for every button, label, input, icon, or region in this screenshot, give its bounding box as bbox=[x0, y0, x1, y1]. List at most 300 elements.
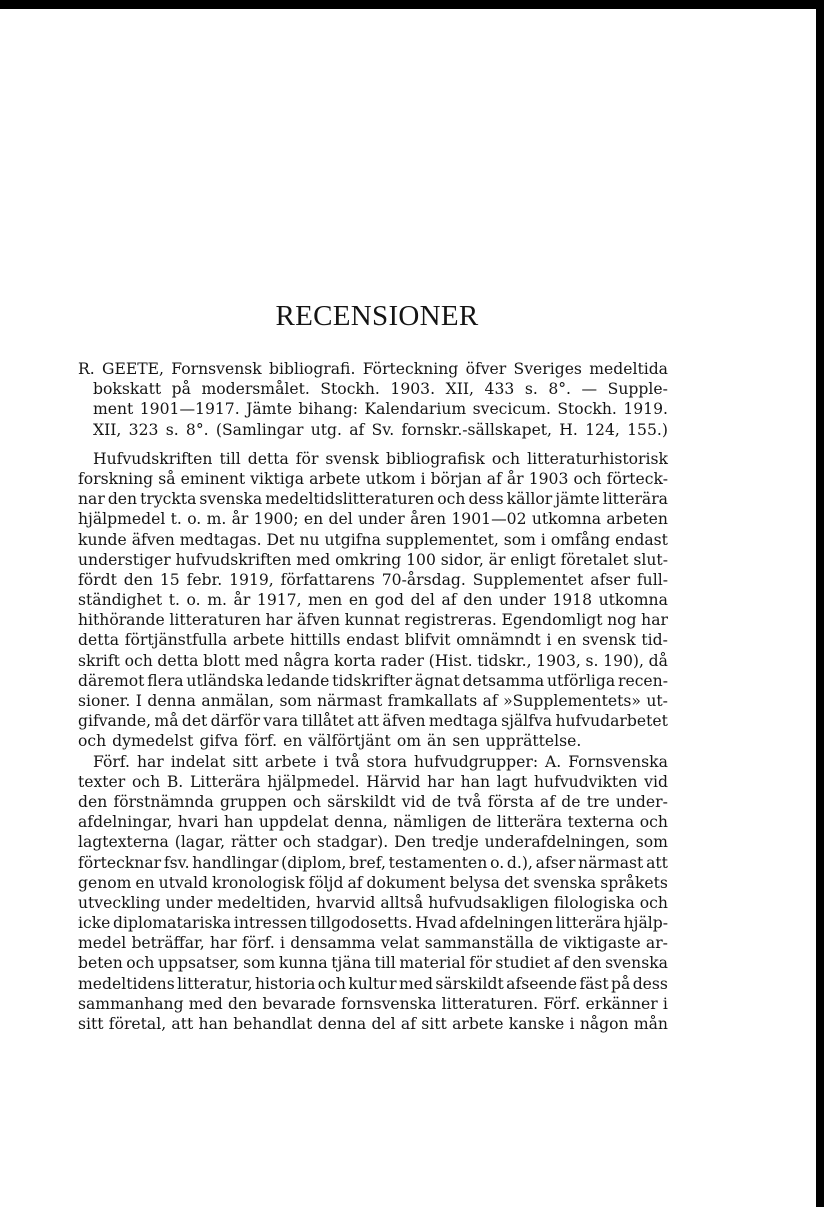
word: af bbox=[347, 873, 363, 892]
word: 1918 bbox=[552, 591, 593, 610]
word: s. bbox=[585, 651, 599, 670]
word: Hufvudskriften bbox=[93, 449, 213, 468]
citation-line bbox=[78, 420, 668, 440]
word: källor bbox=[506, 490, 553, 509]
word: hittills bbox=[290, 631, 341, 650]
text-line bbox=[78, 610, 668, 630]
text-line bbox=[78, 953, 668, 973]
word: 124, bbox=[585, 420, 620, 439]
word: m. bbox=[207, 591, 227, 610]
word: har bbox=[136, 752, 164, 771]
word: Förteckning bbox=[362, 360, 459, 378]
text-line bbox=[78, 893, 668, 913]
word: förteck- bbox=[606, 469, 668, 488]
word: 323 bbox=[128, 420, 159, 439]
word: fäst bbox=[579, 974, 609, 993]
word: viktiga bbox=[250, 469, 304, 488]
word: under bbox=[165, 893, 213, 912]
word: arbete bbox=[309, 469, 361, 488]
word: d.), bbox=[506, 853, 533, 872]
word: den bbox=[227, 994, 258, 1013]
word: omkring bbox=[335, 550, 402, 569]
word: en bbox=[135, 873, 155, 892]
word: i bbox=[569, 1015, 575, 1033]
word: rader bbox=[380, 651, 424, 670]
word: nu bbox=[299, 530, 320, 549]
word: 8°. bbox=[548, 380, 572, 399]
word: kanske bbox=[508, 1015, 565, 1033]
word: svenska bbox=[605, 954, 668, 973]
word: medtaga bbox=[428, 712, 498, 731]
word: svecicum. bbox=[472, 400, 551, 419]
word: välförtjänt bbox=[308, 732, 391, 751]
word: tryckta bbox=[140, 490, 197, 509]
word: att bbox=[357, 712, 380, 731]
word: sitt bbox=[232, 752, 258, 771]
word: kunde bbox=[78, 530, 127, 549]
word: litteraturhistorisk bbox=[527, 449, 668, 468]
word: denna bbox=[147, 692, 196, 710]
word: genom bbox=[78, 873, 132, 892]
word: sen bbox=[452, 732, 480, 751]
word: två bbox=[457, 792, 482, 811]
word: o. bbox=[187, 510, 202, 529]
word: svensk bbox=[325, 449, 379, 468]
word: särskildt bbox=[435, 974, 504, 993]
word: tredje bbox=[431, 833, 479, 852]
word: hufvudarbetet bbox=[555, 712, 668, 731]
word: äfven bbox=[296, 611, 341, 630]
word: I bbox=[135, 692, 142, 710]
word: god bbox=[374, 591, 405, 610]
word: och bbox=[437, 490, 466, 509]
text-line bbox=[78, 974, 668, 994]
word: blifvit bbox=[404, 631, 451, 650]
word: Fornsvensk bbox=[171, 360, 262, 378]
text-line bbox=[78, 530, 668, 550]
word: åren bbox=[410, 510, 447, 529]
word: hufvudsakligen bbox=[428, 893, 549, 912]
word: (Samlingar bbox=[215, 420, 304, 439]
word: (diplom, bbox=[281, 853, 347, 872]
word: utvald bbox=[158, 873, 209, 892]
word: utkomna bbox=[531, 510, 602, 529]
word: då bbox=[648, 651, 668, 670]
word: 1903 bbox=[528, 469, 569, 488]
text-line bbox=[78, 731, 668, 751]
word: litteraturen. bbox=[441, 994, 539, 1013]
word: arbete bbox=[264, 752, 317, 771]
word: särskildt bbox=[327, 792, 396, 811]
text-line bbox=[78, 550, 668, 570]
text-line bbox=[78, 449, 668, 469]
word: än bbox=[427, 732, 447, 751]
page-heading: RECENSIONER bbox=[275, 300, 479, 332]
word: endast bbox=[615, 530, 668, 549]
word: A. bbox=[545, 752, 562, 771]
word: medeltidens bbox=[78, 974, 175, 993]
word: m. bbox=[206, 510, 227, 529]
word: men bbox=[308, 591, 343, 610]
word: — bbox=[581, 380, 598, 399]
word: lagtexterna bbox=[78, 833, 169, 852]
word: Egendomligt bbox=[501, 611, 603, 630]
word: sidor, bbox=[440, 550, 484, 569]
word: år bbox=[506, 469, 524, 488]
text-line bbox=[78, 1014, 668, 1034]
word: Det bbox=[266, 530, 295, 549]
word: har bbox=[209, 934, 237, 953]
word: del bbox=[328, 510, 353, 529]
word: i bbox=[323, 752, 329, 771]
word: ledande bbox=[266, 671, 330, 690]
word: svenska bbox=[533, 873, 597, 892]
word: omnämndt bbox=[456, 631, 541, 650]
word: litteraturen bbox=[169, 611, 261, 630]
word: litterära bbox=[496, 813, 563, 832]
paragraph-1 bbox=[78, 449, 668, 752]
word: 433 bbox=[484, 380, 515, 399]
word: registreras. bbox=[404, 611, 497, 630]
word: en bbox=[557, 631, 577, 650]
citation-line bbox=[78, 359, 668, 379]
word: 1917, bbox=[256, 591, 302, 610]
word: uppdelat bbox=[258, 813, 329, 832]
word: hufvudskriften bbox=[175, 550, 292, 569]
word: svenska bbox=[199, 490, 263, 509]
word: en bbox=[303, 510, 324, 529]
word: bevarade bbox=[262, 994, 336, 1013]
word: medtagas. bbox=[179, 530, 262, 549]
word: korta bbox=[334, 651, 376, 670]
text-line bbox=[78, 994, 668, 1014]
text-line bbox=[78, 651, 668, 671]
word: svensk bbox=[582, 631, 636, 650]
word: af bbox=[553, 954, 569, 973]
word: en bbox=[348, 591, 369, 610]
text-line bbox=[78, 792, 668, 812]
word: hufvudvikten bbox=[533, 772, 638, 791]
word: år bbox=[233, 591, 251, 610]
text-line bbox=[78, 752, 668, 772]
word: tid- bbox=[641, 631, 668, 650]
word: handlingar bbox=[192, 853, 279, 872]
word: 100 bbox=[406, 550, 436, 569]
word: 1901—02 bbox=[451, 510, 527, 529]
word: dess bbox=[468, 490, 504, 509]
word: så bbox=[158, 469, 176, 488]
word: afdelningar, bbox=[78, 813, 173, 832]
word: modersmålet. bbox=[201, 380, 310, 399]
word: hjälp- bbox=[623, 914, 668, 933]
word: medeltiden, bbox=[217, 893, 311, 912]
word: utförliga bbox=[547, 671, 616, 690]
word: de bbox=[538, 934, 559, 953]
word: under- bbox=[615, 792, 668, 811]
word: belysa bbox=[449, 873, 500, 892]
word: medeltida bbox=[589, 360, 668, 378]
word: för bbox=[469, 954, 492, 973]
word: i bbox=[280, 934, 285, 953]
word: t. bbox=[168, 591, 180, 610]
word: litteratur, bbox=[177, 974, 253, 993]
word: alltså bbox=[380, 893, 424, 912]
word: s. bbox=[524, 380, 538, 399]
text-line bbox=[78, 469, 668, 489]
word: XII, bbox=[93, 420, 122, 439]
word: utkomna bbox=[598, 591, 668, 610]
word: febr. bbox=[186, 570, 223, 589]
word: och bbox=[491, 449, 521, 468]
word: velat bbox=[380, 934, 420, 953]
word: sammanställa bbox=[424, 934, 534, 953]
word: den bbox=[463, 591, 493, 610]
word: upprättelse. bbox=[485, 732, 582, 751]
word: af bbox=[486, 469, 502, 488]
word: de bbox=[561, 792, 581, 811]
word: några bbox=[283, 651, 330, 670]
word: hufvudgrupper: bbox=[414, 752, 539, 771]
word: dess bbox=[632, 974, 668, 993]
word: hvarvid bbox=[315, 893, 376, 912]
word: den bbox=[123, 570, 153, 589]
word: Fornsvenska bbox=[568, 752, 668, 771]
word: tjäna bbox=[331, 954, 371, 973]
word: H. bbox=[559, 420, 578, 439]
word: vara bbox=[263, 712, 299, 731]
text-line bbox=[78, 853, 668, 873]
word: afdelningen bbox=[459, 914, 554, 933]
word: någon bbox=[579, 1015, 629, 1033]
word: företalet bbox=[560, 550, 629, 569]
word: och bbox=[639, 813, 668, 832]
word: icke bbox=[78, 914, 111, 933]
word: gifva bbox=[199, 732, 239, 751]
word: hjälpmedel bbox=[78, 510, 166, 529]
word: bokskatt bbox=[93, 380, 162, 399]
word: Härvid bbox=[366, 772, 421, 791]
word: 1919, bbox=[229, 570, 274, 589]
word: stora bbox=[366, 752, 408, 771]
word: ment bbox=[93, 400, 134, 419]
text-line bbox=[78, 832, 668, 852]
word: sitt bbox=[421, 1015, 447, 1033]
word: arbeten bbox=[606, 510, 668, 529]
word: texter bbox=[78, 772, 126, 791]
word: fornsvenska bbox=[340, 994, 437, 1013]
scan-border-top bbox=[0, 0, 824, 9]
word: tidskr., bbox=[477, 651, 532, 670]
word: 1900; bbox=[253, 510, 299, 529]
word: detta bbox=[157, 651, 199, 670]
word: på bbox=[171, 380, 191, 399]
word: själfva bbox=[501, 712, 553, 731]
word: lagt bbox=[496, 772, 528, 791]
word: diplomatariska bbox=[113, 914, 232, 933]
word: utkom bbox=[365, 469, 416, 488]
word: fornskr.-sällskapet, bbox=[401, 420, 553, 439]
word: densamma bbox=[290, 934, 376, 953]
word: Supplementet bbox=[472, 570, 584, 589]
word: ständighet bbox=[78, 591, 163, 610]
word: (lagar, bbox=[174, 833, 226, 852]
word: utveckling bbox=[78, 893, 161, 912]
word: s. bbox=[165, 420, 179, 439]
word: sammanhang bbox=[78, 994, 184, 1013]
word: Stockh. bbox=[557, 400, 617, 419]
word: tillåtet bbox=[301, 712, 354, 731]
word: början bbox=[430, 469, 482, 488]
word: har bbox=[265, 611, 293, 630]
word: ägnat bbox=[414, 671, 460, 690]
word: flera bbox=[147, 671, 184, 690]
text-line bbox=[78, 691, 668, 711]
word: tre bbox=[586, 792, 610, 811]
word: behandlat bbox=[233, 1015, 313, 1033]
word: 1919. bbox=[623, 400, 668, 419]
word: beträffar, bbox=[131, 934, 205, 953]
word: detsamma bbox=[462, 671, 545, 690]
word: de bbox=[472, 813, 492, 832]
word: gifvande, bbox=[78, 712, 152, 731]
text-line bbox=[78, 509, 668, 529]
word: afser bbox=[535, 853, 576, 872]
word: den bbox=[78, 792, 108, 811]
word: studiet bbox=[495, 954, 551, 973]
word: anmälan, bbox=[201, 692, 275, 710]
word: i bbox=[420, 469, 426, 488]
word: 8°. bbox=[185, 420, 209, 439]
word: medeltidslitteraturen bbox=[265, 490, 435, 509]
text-line bbox=[78, 873, 668, 893]
word: XII, bbox=[445, 380, 474, 399]
word: af bbox=[349, 420, 365, 439]
word: uppsatser, bbox=[158, 954, 240, 973]
word: Stockh. bbox=[320, 380, 380, 399]
word: fsv. bbox=[163, 853, 190, 872]
word: sioner. bbox=[78, 692, 131, 710]
word: 15 bbox=[159, 570, 180, 589]
word: afseende bbox=[506, 974, 577, 993]
word: och bbox=[126, 954, 155, 973]
word: intressen bbox=[233, 914, 308, 933]
word: denna bbox=[317, 1015, 367, 1033]
word: af bbox=[482, 692, 498, 710]
word: kunna bbox=[278, 954, 328, 973]
word: bibliografi. bbox=[269, 360, 356, 378]
word: bibliografisk bbox=[385, 449, 485, 468]
word: 1903, bbox=[536, 651, 581, 670]
word: 190), bbox=[603, 651, 644, 670]
word: och bbox=[317, 974, 346, 993]
word: hjälpmedel. bbox=[267, 772, 360, 791]
word: historia bbox=[254, 974, 316, 993]
text-line bbox=[78, 933, 668, 953]
word: forskning bbox=[78, 469, 154, 488]
word: del bbox=[410, 591, 435, 610]
word: språkets bbox=[600, 873, 668, 892]
word: omfång bbox=[550, 530, 611, 549]
word: R. bbox=[78, 360, 95, 378]
word: indelat bbox=[170, 752, 226, 771]
word: förstnämnda bbox=[113, 792, 214, 811]
word: Litterära bbox=[189, 772, 261, 791]
word: äfven bbox=[382, 712, 426, 731]
word: ut- bbox=[646, 692, 668, 710]
word: fördt bbox=[78, 570, 117, 589]
word: nämligen bbox=[393, 813, 467, 832]
word: och bbox=[124, 651, 153, 670]
word: har bbox=[427, 772, 454, 791]
word: underafdelningen, bbox=[484, 833, 630, 852]
word: den bbox=[107, 490, 138, 509]
word: testamenten bbox=[388, 853, 488, 872]
word: och bbox=[573, 469, 602, 488]
word: därför bbox=[210, 712, 261, 731]
word: är bbox=[488, 550, 506, 569]
word: Sv. bbox=[371, 420, 395, 439]
word: arbete bbox=[452, 1015, 504, 1033]
word: hvari bbox=[177, 813, 219, 832]
word: full- bbox=[636, 570, 668, 589]
word: och bbox=[639, 893, 668, 912]
text-line bbox=[78, 772, 668, 792]
word: 70-årsdag. bbox=[381, 570, 466, 589]
word: jämte bbox=[555, 490, 600, 509]
word: i bbox=[546, 631, 552, 650]
word: må bbox=[154, 712, 179, 731]
word: filologiska bbox=[553, 893, 635, 912]
word: han bbox=[223, 813, 254, 832]
word: Hvad bbox=[415, 914, 457, 933]
word: o. bbox=[186, 591, 201, 610]
word: tidskrifter bbox=[332, 671, 413, 690]
scan-border-right bbox=[816, 0, 824, 1207]
word: att bbox=[646, 853, 668, 872]
word: texterna bbox=[567, 813, 635, 832]
word: och bbox=[292, 792, 322, 811]
word: gruppen bbox=[219, 792, 287, 811]
word: vid bbox=[644, 772, 668, 791]
word: af bbox=[400, 1015, 416, 1033]
word: mån bbox=[633, 1015, 668, 1033]
word: under bbox=[358, 510, 405, 529]
word: som bbox=[503, 530, 536, 549]
word: med bbox=[296, 550, 331, 569]
word: han bbox=[460, 772, 491, 791]
word: och bbox=[282, 833, 311, 852]
word: under bbox=[498, 591, 546, 610]
text-line bbox=[78, 630, 668, 650]
word: Sveriges bbox=[513, 360, 582, 378]
word: slut- bbox=[633, 550, 668, 569]
word: följd bbox=[308, 873, 344, 892]
word: detta bbox=[247, 449, 289, 468]
page-body bbox=[78, 300, 668, 1034]
word: »Supplementets» bbox=[503, 692, 641, 710]
text-line bbox=[78, 711, 668, 731]
word: öfver bbox=[465, 360, 507, 378]
word: beten bbox=[78, 954, 123, 973]
word: kronologisk bbox=[212, 873, 305, 892]
word: en bbox=[283, 732, 303, 751]
word: förf. bbox=[241, 934, 275, 953]
word: och bbox=[131, 772, 161, 791]
text-line bbox=[78, 570, 668, 590]
word: del bbox=[371, 1015, 396, 1033]
word: GEETE, bbox=[102, 360, 164, 378]
word: supplementet, bbox=[385, 530, 499, 549]
